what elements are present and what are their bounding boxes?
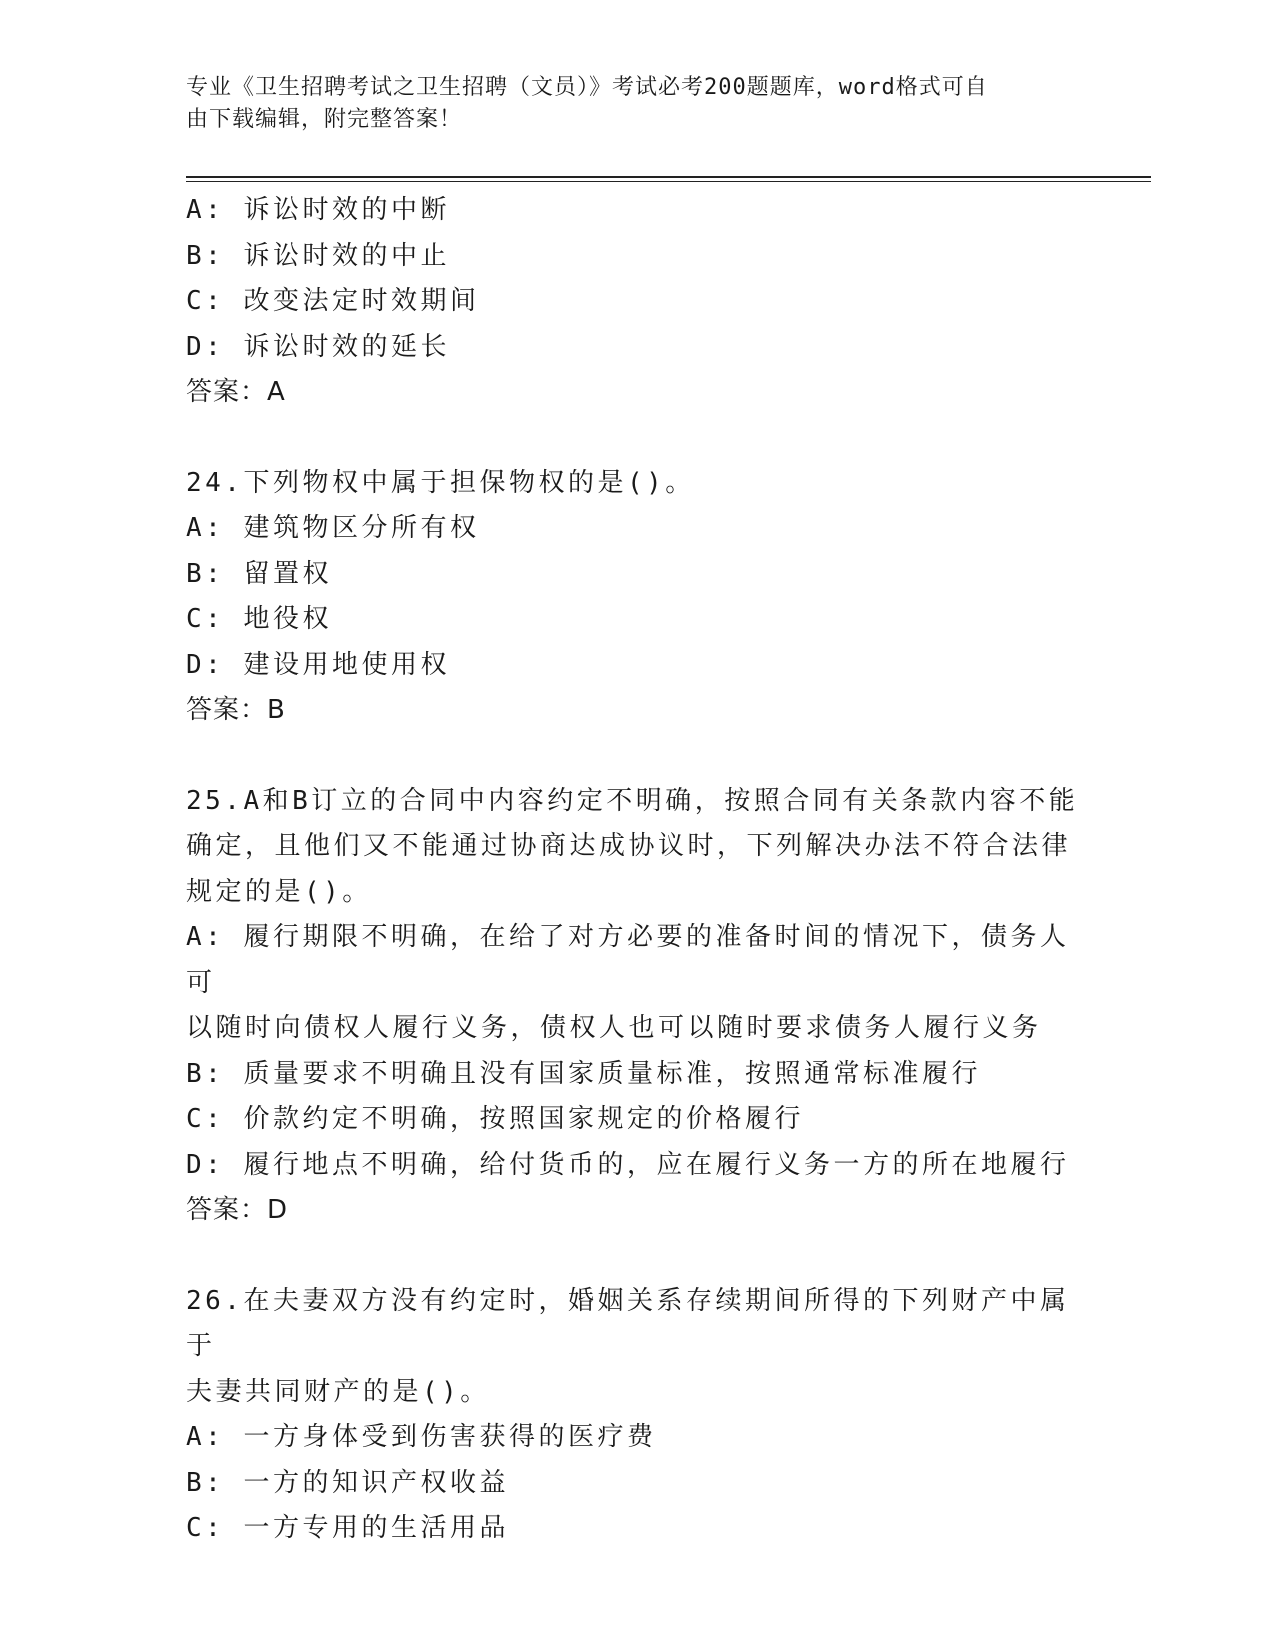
document-header	[186, 72, 1066, 136]
option-c: C: 改变法定时效期间	[186, 286, 480, 316]
option-b: B: 诉讼时效的中止	[186, 240, 450, 271]
question-text: 24.下列物权中属于担保物权的是()。	[186, 467, 695, 498]
header-rule-thin	[186, 181, 1151, 182]
question-text-line-1: 26.在夫妻双方没有约定时，婚姻关系存续期间所得的下列财产中属于	[186, 1285, 1070, 1361]
question-block-24	[186, 461, 1086, 734]
header-rule-thick	[186, 176, 1151, 178]
question-block-23	[186, 188, 1086, 416]
answer-line: 答案：A	[186, 377, 286, 407]
question-block-26	[186, 1279, 1086, 1552]
question-block-25	[186, 779, 1086, 1234]
option-d: D: 建设用地使用权	[186, 649, 450, 680]
option-c: C: 一方专用的生活用品	[186, 1513, 509, 1543]
option-d: D: 履行地点不明确，给付货币的，应在履行义务一方的所在地履行	[186, 1149, 1070, 1180]
answer-line: 答案：D	[186, 1195, 289, 1225]
question-text-line-1: 25.A和B订立的合同中内容约定不明确，按照合同有关条款内容不能	[186, 785, 1079, 816]
spacer	[186, 1234, 1086, 1279]
question-text-line-2: 确定，且他们又不能通过协商达成协议时，下列解决办法不符合法律	[186, 831, 1072, 861]
option-a-continued: 以随时向债权人履行义务，债权人也可以随时要求债务人履行义务	[186, 1013, 1042, 1043]
option-a: A: 诉讼时效的中断	[186, 195, 450, 225]
option-b: B: 质量要求不明确且没有国家质量标准，按照通常标准履行	[186, 1058, 981, 1089]
option-a: A: 一方身体受到伤害获得的医疗费	[186, 1422, 657, 1452]
question-text-line-3: 规定的是()。	[186, 876, 372, 907]
spacer	[186, 416, 1086, 461]
option-b: B: 留置权	[186, 558, 332, 589]
option-c: C: 地役权	[186, 604, 332, 634]
option-b: B: 一方的知识产权收益	[186, 1467, 509, 1498]
header-line-1: 专业《卫生招聘考试之卫生招聘（文员）》考试必考200题题库，word格式可自	[186, 75, 988, 100]
option-c: C: 价款约定不明确，按照国家规定的价格履行	[186, 1104, 804, 1134]
question-text-line-2: 夫妻共同财产的是()。	[186, 1376, 490, 1407]
option-a: A: 履行期限不明确，在给了对方必要的准备时间的情况下，债务人可	[186, 922, 1070, 998]
answer-line: 答案：B	[186, 695, 286, 725]
option-d: D: 诉讼时效的延长	[186, 331, 450, 362]
option-a: A: 建筑物区分所有权	[186, 513, 480, 543]
spacer	[186, 734, 1086, 779]
header-line-2: 由下载编辑，附完整答案！	[186, 107, 463, 132]
question-list	[186, 188, 1086, 1552]
